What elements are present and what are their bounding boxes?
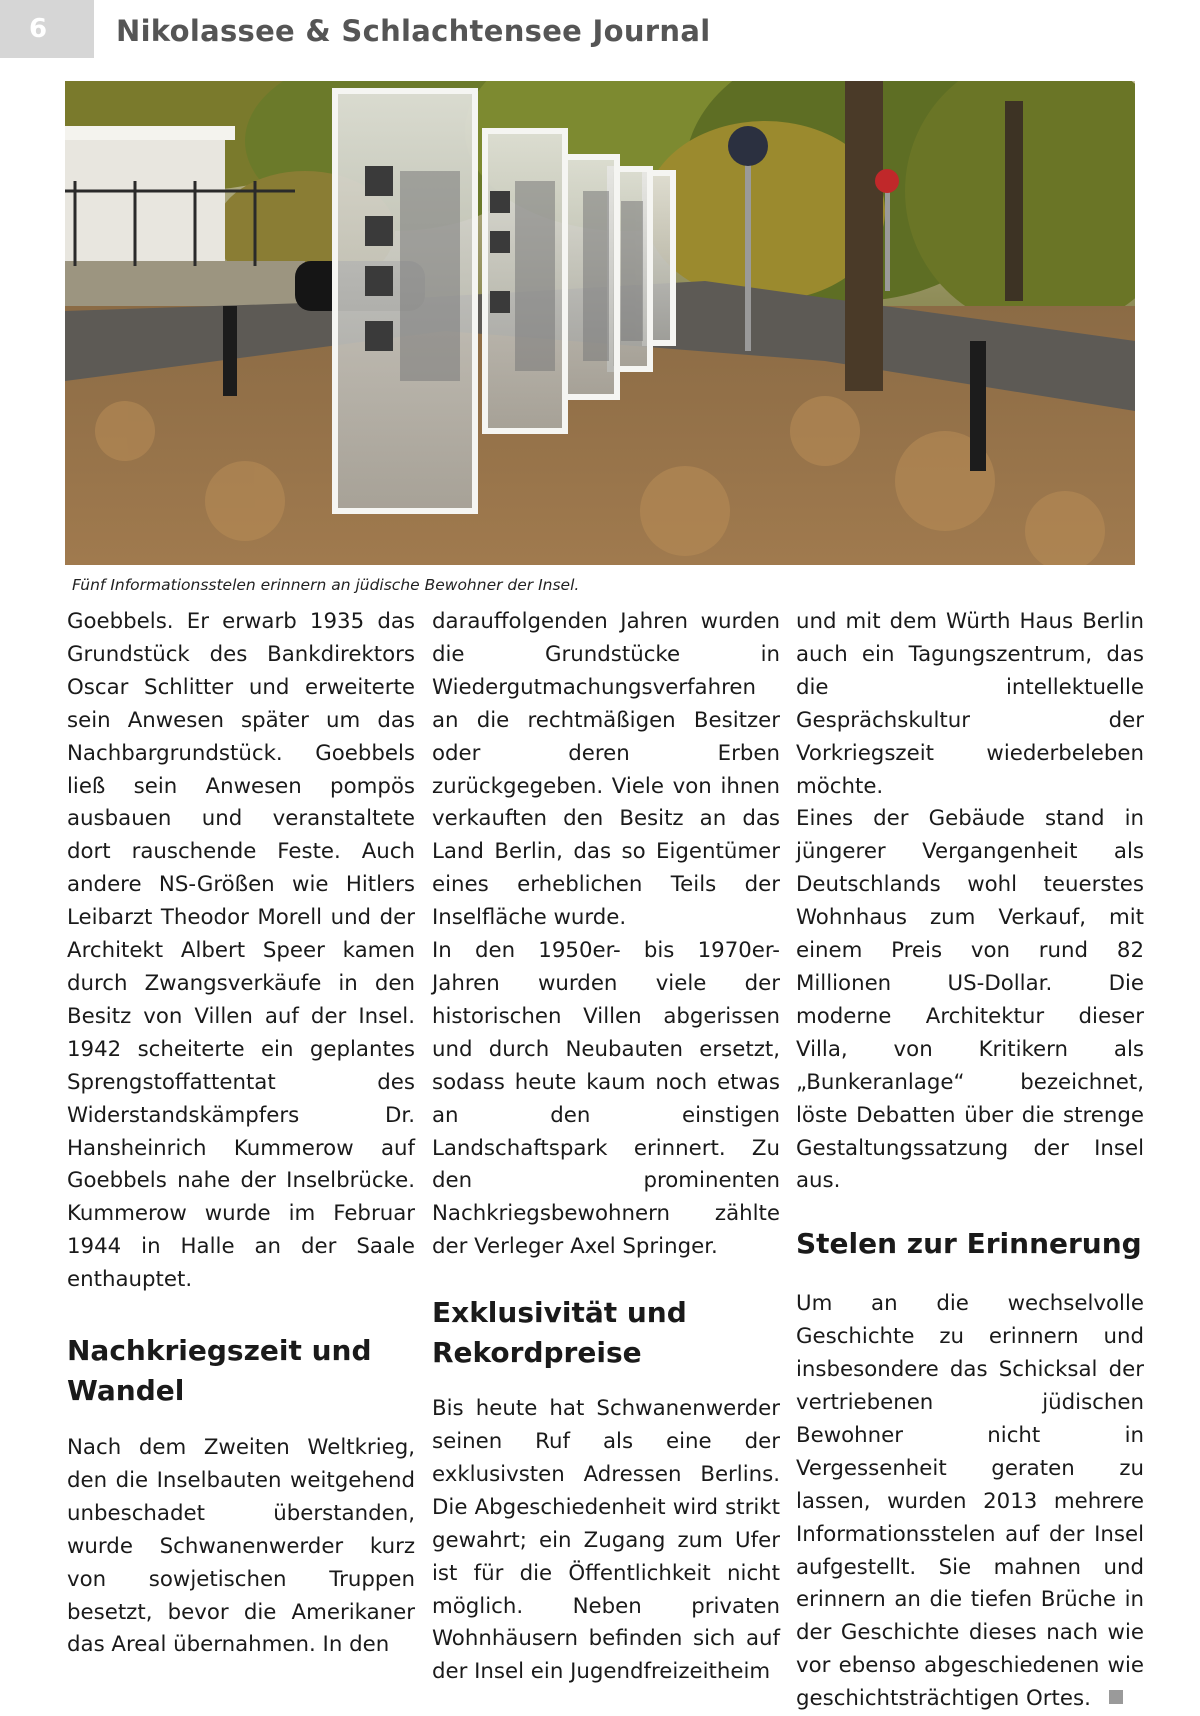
article-column-1 <box>67 606 415 1662</box>
section-heading: Nachkriegszeit und Wandel <box>67 1334 372 1408</box>
section-heading: Stelen zur Erinnerung <box>796 1227 1142 1261</box>
page-header <box>0 0 1200 60</box>
memorial-steles-photo <box>65 81 1135 565</box>
paragraph-text: Um an die wechselvolle Geschichte zu erinnern und insbesondere das Schicksal der vertriebenen jüdischen Bewohner nicht in Vergessenheit geraten zu lassen, wurden 2013 mehrere Informationsstelen auf der Insel aufgestellt. Sie mahnen und erinnern an die tiefen Brüche in der Geschichte dieses nach wie vor ebenso abgeschiedenen wie geschichtsträchtigen Ortes. <box>796 1291 1144 1712</box>
paragraph: In den 1950er- bis 1970er-Jahren wurden viele der historischen Villen abgerissen und durch Neubauten ersetzt, sodass heute kaum noch etwas an den einstigen Landschaftspark erinnert. Zu den prominenten Nachkriegsbewohnern zählte der Verleger Axel Springer. <box>432 938 780 1260</box>
article-column-2 <box>432 606 780 1689</box>
paragraph: darauffolgenden Jahren wurden die Grundstücke in Wiedergutmachungsverfahren an die rechtmäßigen Besitzer oder deren Erben zurückgegeben. Viele von ihnen verkauften den Besitz an das Land Berlin, das so Eigentümer eines erheblichen Teils der Inselfläche wurde. <box>432 609 780 931</box>
paragraph: Goebbels. Er erwarb 1935 das Grundstück des Bankdirektors Oscar Schlitter und erweiterte sein Anwesen später um das Nachbargrundstück. Goebbels ließ sein Anwesen pompös ausbauen und veranstaltete dort rauschende Feste. Auch andere NS-Größen wie Hitlers Leibarzt Theodor Morell und der Architekt Albert Speer kamen durch Zwangsverkäufe in den Besitz von Villen auf der Insel. 1942 scheiterte ein geplantes Sprengstoffattentat des Widerstandskämpfers Dr. Hansheinrich Kummerow auf Goebbels nahe der Inselbrücke. Kummerow wurde im Februar 1944 in Halle an der Saale enthauptet. <box>67 609 415 1293</box>
journal-title: Nikolassee & Schlachtensee Journal <box>116 14 711 48</box>
paragraph: Nach dem Zweiten Weltkrieg, den die Inselbauten weitgehend unbeschadet überstanden, wurde Schwanenwerder kurz von sowjetischen Truppen besetzt, bevor die Amerikaner das Areal übernahmen. In den <box>67 1435 415 1658</box>
article-column-3 <box>796 606 1144 1716</box>
page-number: 6 <box>0 0 94 58</box>
end-of-article-mark <box>1109 1690 1123 1704</box>
photo-caption: Fünf Informationsstelen erinnern an jüdische Bewohner der Insel. <box>72 576 580 594</box>
paragraph: und mit dem Würth Haus Berlin auch ein Tagungszentrum, das die intellektuelle Gesprächskultur der Vorkriegszeit wiederbeleben möchte. <box>796 609 1144 799</box>
section-heading: Exklusivität und Rekordpreise <box>432 1296 687 1370</box>
paragraph: Bis heute hat Schwanenwerder seinen Ruf als eine der exklusivsten Adressen Berlins. Die Abgeschiedenheit wird strikt gewahrt; ein Zugang zum Ufer ist für die Öffentlichkeit nicht möglich. Neben privaten Wohnhäusern befinden sich auf der Insel ein Jugendfreizeitheim <box>432 1396 780 1685</box>
paragraph: Eines der Gebäude stand in jüngerer Vergangenheit als Deutschlands wohl teuerstes Wohnhaus zum Verkauf, mit einem Preis von rund 82 Millionen US-Dollar. Die moderne Architektur dieser Villa, von Kritikern als „Bunkeranlage“ bezeichnet, löste Debatten über die strenge Gestaltungssatzung der Insel aus. <box>796 806 1144 1194</box>
paragraph <box>796 1288 1144 1716</box>
